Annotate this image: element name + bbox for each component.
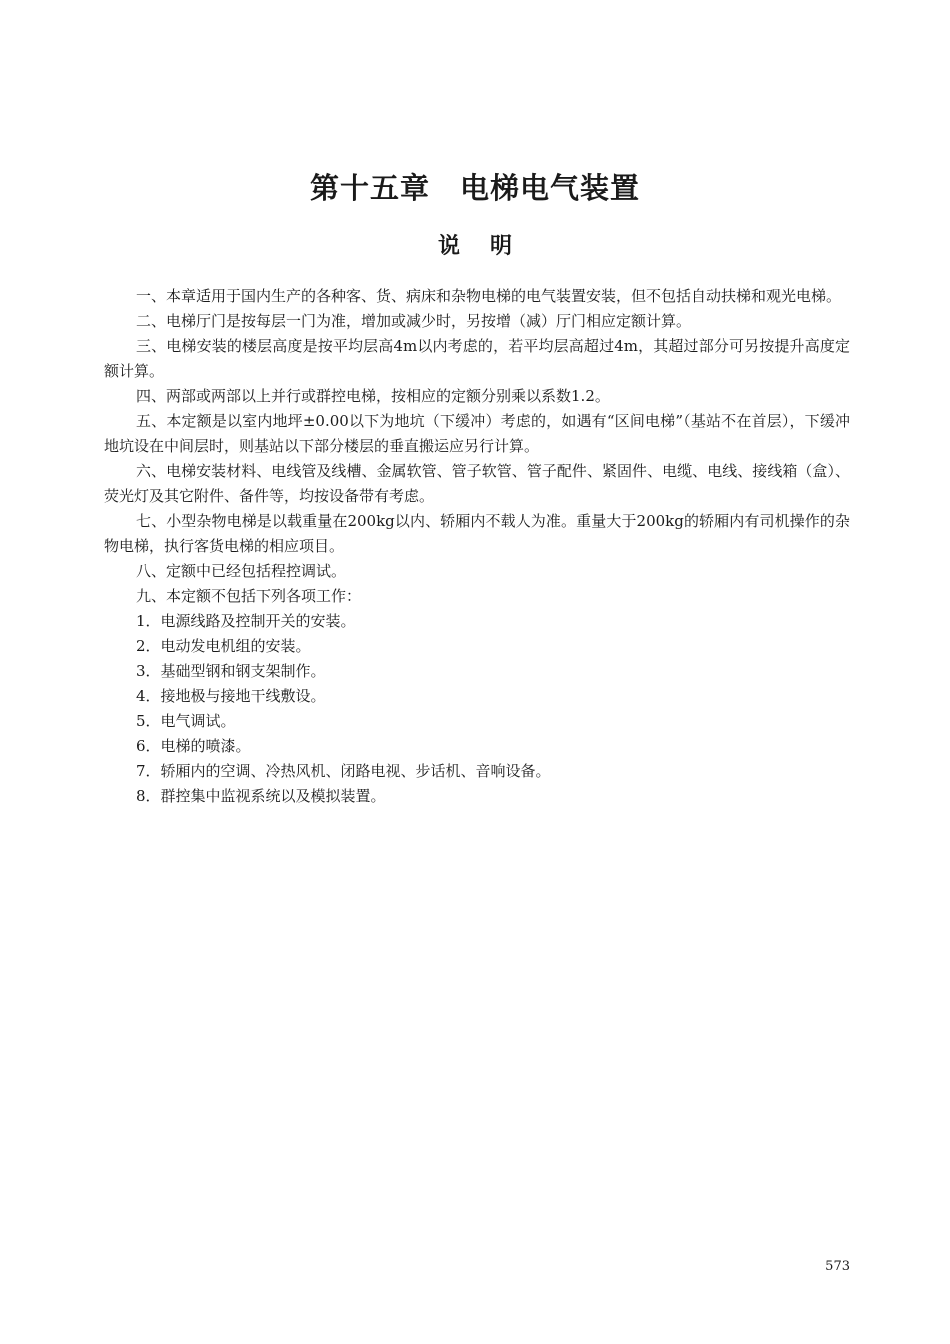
section-title: 说明: [437, 233, 542, 259]
exclusion-item-6: 6．电梯的喷漆。: [136, 737, 251, 755]
chapter-title: 第十五章 电梯电气装置: [309, 171, 640, 205]
paragraph-4: 四、两部或两部以上并行或群控电梯，按相应的定额分别乘以系数1.2。: [136, 387, 610, 405]
paragraph-1: 一、本章适用于国内生产的各种客、货、病床和杂物电梯的电气装置安装，但不包括自动扶梯和观光电梯。: [136, 287, 842, 305]
page-number: 573: [825, 1259, 850, 1274]
paragraph-7: 七、小型杂物电梯是以载重量在200kg以内、轿厢内不载人为准。重量大于200kg的轿厢内有司机操作的杂物电梯，执行客货电梯的相应项目。: [104, 512, 850, 555]
paragraph-5: 五、本定额是以室内地坪±0.00以下为地坑（下缓冲）考虑的，如遇有“区间电梯”（基站不在首层），下缓冲地坑设在中间层时，则基站以下部分楼层的垂直搬运应另行计算。: [104, 412, 850, 455]
paragraph-8: 八、定额中已经包括程控调试。: [136, 562, 347, 580]
exclusion-item-3: 3．基础型钢和钢支架制作。: [136, 662, 326, 680]
exclusion-item-8: 8．群控集中监视系统以及模拟装置。: [136, 787, 386, 805]
paragraph-2: 二、电梯厅门是按每层一门为准，增加或减少时，另按增（减）厅门相应定额计算。: [136, 312, 692, 330]
paragraph-9: 九、本定额不包括下列各项工作：: [136, 587, 362, 605]
exclusion-item-2: 2．电动发电机组的安装。: [136, 637, 311, 655]
exclusion-item-7: 7．轿厢内的空调、冷热风机、闭路电视、步话机、音响设备。: [136, 762, 551, 780]
paragraph-3: 三、电梯安装的楼层高度是按平均层高4m以内考虑的，若平均层高超过4m，其超过部分可另按提升高度定额计算。: [104, 337, 850, 380]
explanation-body: [104, 284, 850, 809]
exclusion-item-1: 1．电源线路及控制开关的安装。: [136, 612, 356, 630]
paragraph-6: 六、电梯安装材料、电线管及线槽、金属软管、管子软管、管子配件、紧固件、电缆、电线、接线箱（盒）、荧光灯及其它附件、备件等，均按设备带有考虑。: [104, 462, 850, 505]
exclusion-item-5: 5．电气调试。: [136, 712, 236, 730]
exclusion-item-4: 4．接地极与接地干线敷设。: [136, 687, 326, 705]
